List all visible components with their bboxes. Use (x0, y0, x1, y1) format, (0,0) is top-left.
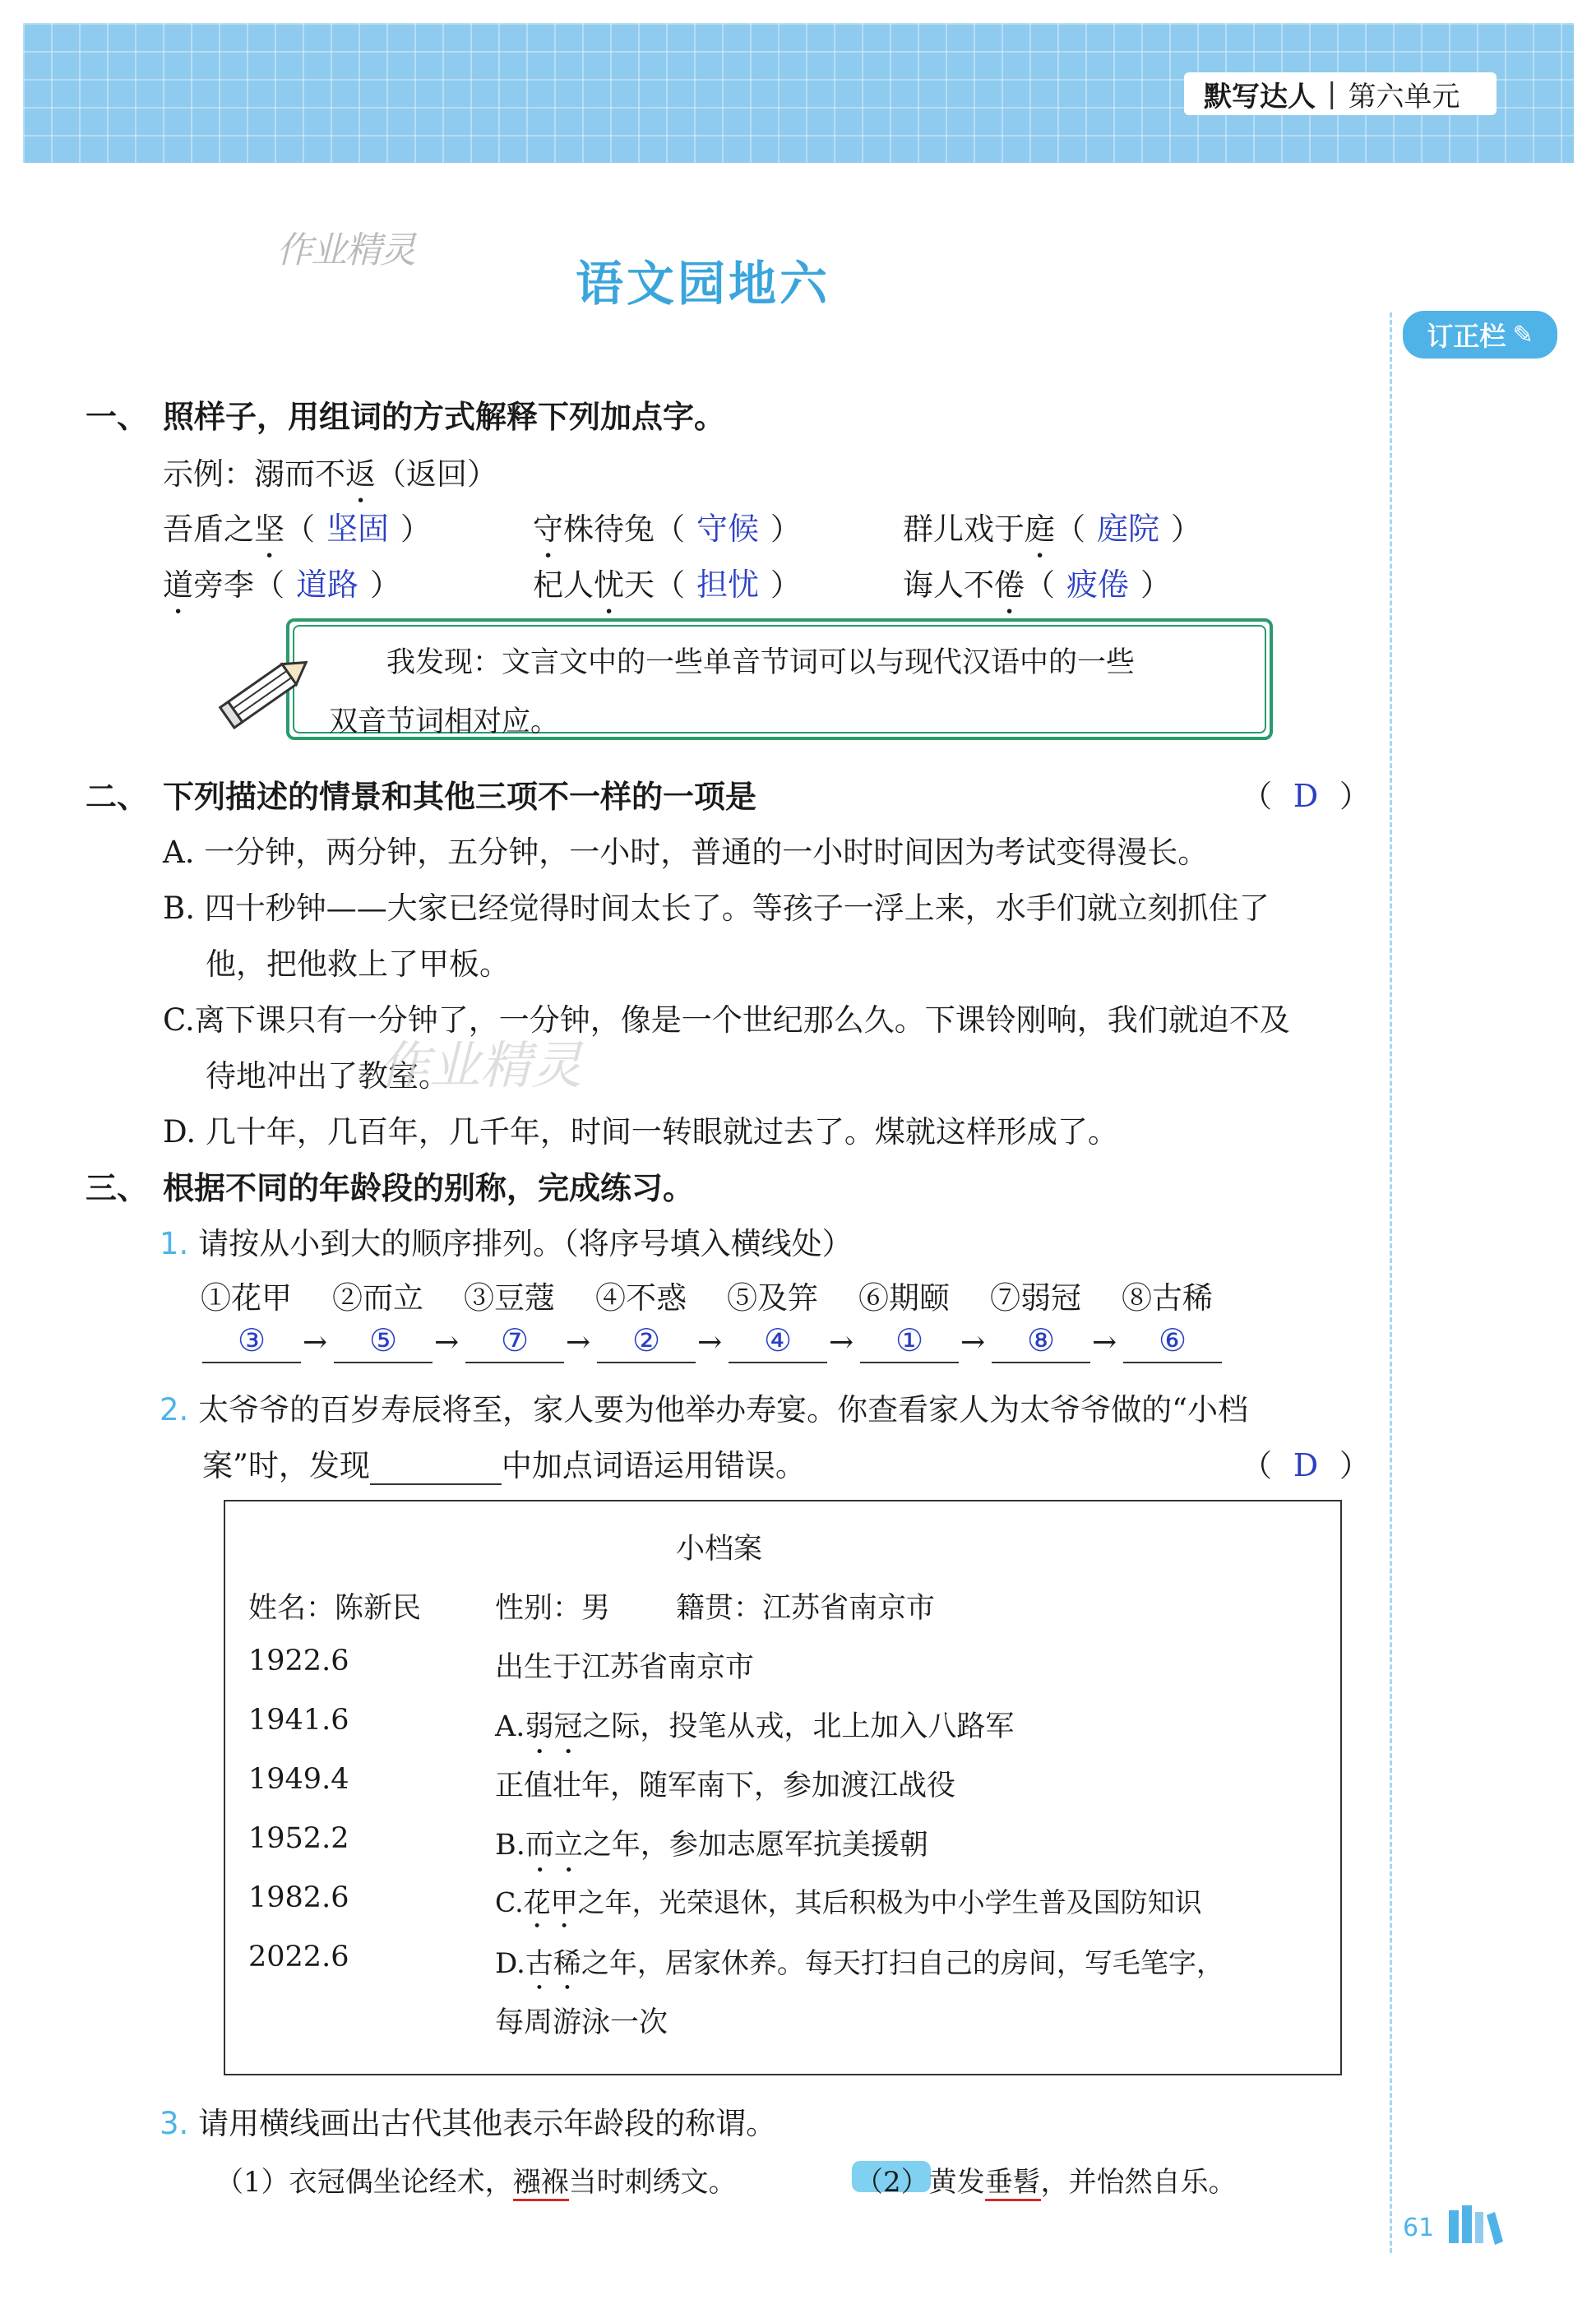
event-text: 之际，投笔从戎，北上加入八路军 (582, 1710, 1015, 1743)
ancient-sentence-2 (855, 2159, 1237, 2200)
unit-badge (1184, 72, 1497, 115)
profile-gender: 性别：男 (495, 1592, 611, 1625)
sentence-number: （2） (855, 2166, 929, 2199)
q1-item: 群儿戏于庭（ 庭院 ） (903, 511, 1202, 547)
pencil-icon (212, 641, 319, 740)
event-text: 正值壮年，随军南下，参加渡江战役 (495, 1770, 956, 1802)
order-answer-field[interactable]: ② (597, 1322, 696, 1363)
profile-event (495, 1763, 955, 1804)
age-term: ⑤及笄 (727, 1280, 818, 1316)
item-text: 吾盾之 (163, 511, 254, 547)
sub2-prompt: 太爷爷的百岁寿辰将至，家人要为他举办寿宴。你查看家人为太爷爷做的“小档 (198, 1392, 1248, 1427)
q1-item: 守株待兔（ 守候 ） (533, 511, 802, 547)
item-dotted-char: 倦 (994, 567, 1025, 603)
arrow-icon: → (829, 1326, 854, 1359)
q2-option: B. 四十秒钟——大家已经觉得时间太长了。等孩子一浮上来，水手们就立刻抓住了 (163, 891, 1270, 926)
q2-number: 二、 (86, 779, 149, 815)
q2-option: D. 几十年，几百年，几千年，时间一转眼就过去了。煤就这样形成了。 (163, 1114, 1118, 1150)
q3-sub2-answer-bracket: （ D ） (1242, 1447, 1370, 1483)
profile-title: 小档案 (676, 1533, 763, 1566)
q2-answer-field[interactable]: D (1293, 778, 1319, 814)
event-dotted-term: 弱冠 (525, 1710, 583, 1743)
item-dotted-char: 坚 (254, 511, 285, 547)
arrow-icon: → (434, 1326, 460, 1359)
age-term: ⑦弱冠 (990, 1280, 1081, 1316)
event-text: 之年，光荣退休，其后积极为中小学生普及国防知识 (577, 1886, 1202, 1918)
item-dotted-char: 庭 (1025, 511, 1055, 547)
item-dotted-char: 道 (163, 567, 193, 603)
discovery-text (329, 633, 1250, 752)
order-answer-field[interactable]: ⑦ (465, 1322, 564, 1363)
q1-answer-field[interactable]: 担忧 (696, 567, 760, 603)
q3-sub2-answer-field[interactable]: D (1293, 1447, 1319, 1483)
arrow-icon: → (1092, 1326, 1117, 1359)
discovery-lead: 我发现： (386, 646, 502, 679)
q3-sub2-line2 (202, 1441, 806, 1485)
q2-option-continued: 待地冲出了教室。 (206, 1058, 449, 1094)
sentence-text: 黄发 (928, 2166, 985, 2199)
arrow-icon: → (697, 1326, 723, 1359)
q3-sub2 (160, 1385, 1248, 1429)
item-text: 株待兔 (563, 511, 655, 547)
event-dotted-term: 而立 (525, 1829, 583, 1862)
example-suffix: （返回） (376, 456, 497, 492)
age-term: ⑧古稀 (1122, 1280, 1213, 1316)
q3-number: 三、 (86, 1170, 149, 1206)
q1-item: 道旁李（ 道路 ） (163, 567, 401, 603)
q1-answer-field[interactable]: 坚固 (326, 511, 390, 547)
q3-sub1 (160, 1219, 853, 1263)
profile-name: 姓名：陈新民 (248, 1592, 422, 1625)
sub1-prompt: 请按从小到大的顺序排列。（将序号填入横线处） (198, 1226, 853, 1261)
age-term: ②而立 (332, 1280, 423, 1316)
age-term: ①花甲 (201, 1280, 292, 1316)
order-answer-field[interactable]: ⑥ (1123, 1322, 1222, 1363)
arrow-icon: → (960, 1326, 986, 1359)
unit-label: 第六单元 (1348, 80, 1460, 113)
event-text: D. (495, 1947, 525, 1980)
discovery-line: 文言文中的一些单音节词可以与现代汉语中的一些 (502, 646, 1136, 679)
item-dotted-char: 忧 (594, 567, 624, 603)
q2-option-continued: 他，把他救上了甲板。 (206, 946, 510, 982)
event-text: C. (495, 1886, 524, 1918)
example-prefix: 示例：溺而不 (163, 456, 345, 492)
profile-event (495, 1881, 1202, 1935)
profile-date: 2022.6 (248, 1941, 349, 1973)
q1-number: 一、 (86, 399, 149, 435)
watermark-logo: 作业精灵 (378, 1035, 583, 1095)
item-text: 天 (624, 567, 655, 603)
sub3-prompt: 请用横线画出古代其他表示年龄段的称谓。 (198, 2106, 777, 2141)
age-term: ③豆蔻 (464, 1280, 555, 1316)
item-text: 旁李 (193, 567, 254, 603)
correction-column-divider (1390, 312, 1392, 2253)
order-answer-field[interactable]: ⑧ (992, 1322, 1090, 1363)
ancient-sentence-1 (215, 2159, 737, 2200)
profile-event-continued: 每周游泳一次 (495, 2006, 668, 2039)
profile-date: 1922.6 (248, 1645, 349, 1677)
profile-date: 1982.6 (248, 1881, 349, 1914)
page-number: 61 (1403, 2214, 1435, 2242)
sub2-blank[interactable] (370, 1454, 502, 1485)
profile-event (495, 1645, 754, 1686)
arrow-icon: → (303, 1326, 328, 1359)
order-answer-field[interactable]: ① (860, 1322, 959, 1363)
watermark-logo: 作业精灵 (276, 229, 414, 271)
page-title: 语文园地六 (576, 256, 831, 312)
pencil-icon: ✎ (1512, 320, 1534, 349)
sentence-text: ，并怡然自乐。 (1040, 2166, 1237, 2199)
q1-item: 诲人不倦（ 疲倦 ） (903, 567, 1172, 603)
event-dotted-term: 古稀 (525, 1947, 581, 1980)
underlined-term[interactable]: 襁褓 (513, 2166, 569, 2201)
badge-separator: | (1327, 77, 1337, 110)
q1-answer-field[interactable]: 疲倦 (1066, 567, 1130, 603)
q1-item: 吾盾之坚（ 坚固 ） (163, 511, 432, 547)
brand-label: 默写达人 (1204, 80, 1316, 113)
sub2-number: 2. (160, 1392, 189, 1427)
item-dotted-char: 守 (533, 511, 563, 547)
q1-prompt: 照样子，用组词的方式解释下列加点字。 (163, 399, 726, 435)
sentence-text: （1）衣冠偶坐论经术， (215, 2166, 513, 2199)
sentence-text: 当时刺绣文。 (568, 2166, 737, 2199)
books-icon (1447, 2204, 1505, 2245)
q1-example (163, 449, 497, 510)
q2-option: A. 一分钟，两分钟，五分钟，一小时，普通的一小时时间因为考试变得漫长。 (163, 835, 1209, 870)
profile-event (495, 1822, 928, 1879)
event-text: 之年，居家休养。每天打扫自己的房间，写毛笔字， (581, 1947, 1224, 1980)
profile-date: 1941.6 (248, 1704, 349, 1737)
order-answer-field[interactable]: ③ (202, 1322, 301, 1363)
discovery-line: 双音节词相对应。 (329, 706, 560, 738)
sub2-text: 中加点词语运用错误。 (501, 1448, 806, 1483)
event-text: 之年，参加志愿军抗美援朝 (582, 1829, 928, 1862)
sub2-text: 案”时，发现 (202, 1448, 370, 1483)
q2-option: C.离下课只有一分钟了，一分钟，像是一个世纪那么久。下课铃刚响，我们就迫不及 (163, 1002, 1290, 1038)
q1-answer-field[interactable]: 庭院 (1097, 511, 1160, 547)
q2-prompt: 下列描述的情景和其他三项不一样的一项是 (163, 779, 757, 815)
profile-event (495, 1704, 1014, 1760)
q1-answer-field[interactable]: 道路 (296, 567, 359, 603)
sub3-number: 3. (160, 2106, 189, 2141)
profile-origin: 籍贯：江苏省南京市 (676, 1592, 936, 1625)
item-text: 群儿戏于 (903, 511, 1025, 547)
profile-date: 1949.4 (248, 1763, 349, 1796)
arrow-icon: → (566, 1326, 591, 1359)
q1-answer-field[interactable]: 守候 (696, 511, 760, 547)
age-term: ⑥期颐 (858, 1280, 950, 1316)
correction-tag (1403, 311, 1557, 359)
sub1-number: 1. (160, 1226, 189, 1261)
item-text: 诲人不 (903, 567, 994, 603)
underlined-term[interactable]: 垂髫 (985, 2166, 1041, 2201)
event-text: B. (495, 1829, 525, 1862)
example-dotted-char: 返 (345, 456, 376, 492)
order-answer-field[interactable]: ⑤ (334, 1322, 433, 1363)
event-text: A. (495, 1710, 525, 1743)
order-answer-field[interactable]: ④ (729, 1322, 827, 1363)
item-text: 杞人 (533, 567, 594, 603)
event-text: 出生于江苏省南京市 (495, 1651, 755, 1684)
profile-date: 1952.2 (248, 1822, 349, 1855)
q1-item: 杞人忧天（ 担忧 ） (533, 567, 802, 603)
age-term: ④不惑 (595, 1280, 687, 1316)
q3-sub3 (160, 2098, 776, 2143)
q3-prompt: 根据不同的年龄段的别称，完成练习。 (163, 1170, 695, 1206)
correction-label: 订正栏 (1427, 321, 1506, 352)
q2-answer-bracket: （ D ） (1242, 778, 1370, 814)
profile-event (495, 1941, 1224, 1996)
event-dotted-term: 花甲 (523, 1886, 578, 1918)
